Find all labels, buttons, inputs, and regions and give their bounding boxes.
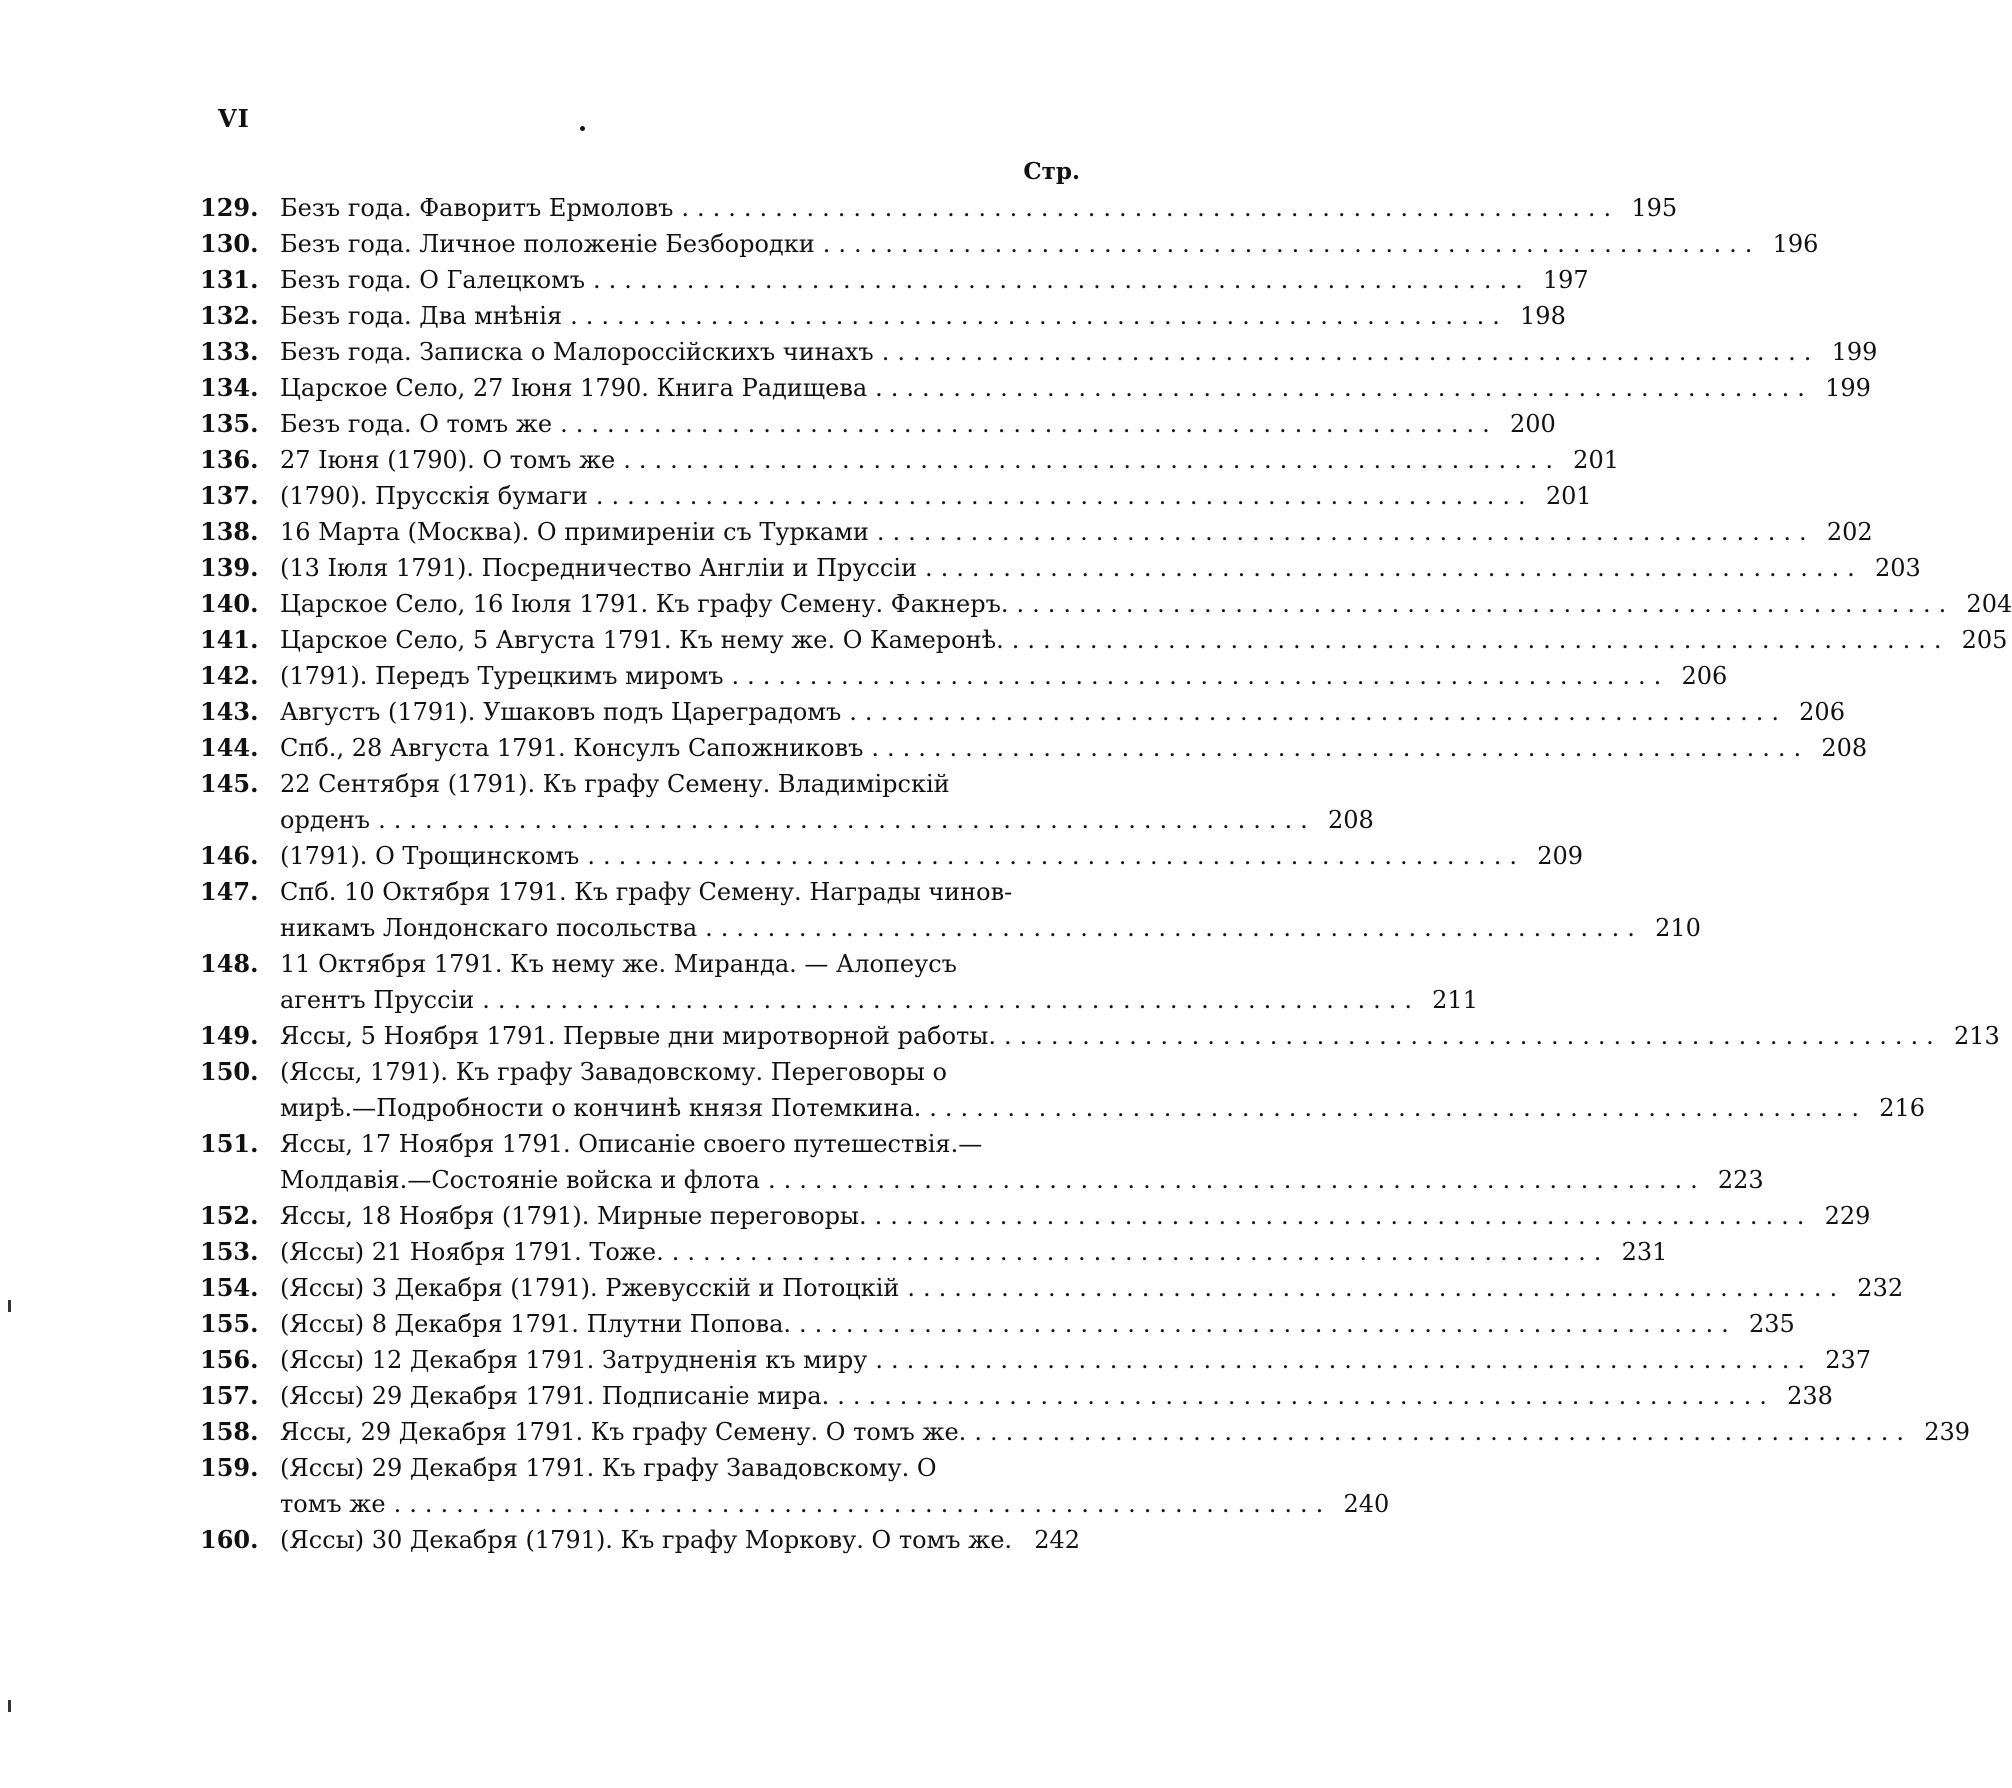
entry-line — [280, 658, 1728, 694]
entry-number: 144. — [200, 733, 259, 762]
entry-body — [280, 1522, 1080, 1558]
entry-title: 22 Сентября (1791). Къ графу Семену. Владимірскій — [280, 770, 950, 798]
dot-leader: ............................................................ — [925, 554, 1863, 582]
entry-page: 196 — [1772, 230, 1819, 258]
entry-number: 138. — [200, 517, 259, 546]
entry-line — [280, 1198, 1871, 1234]
entry-number: 130. — [200, 229, 259, 258]
dot-leader: ............................................................ — [705, 914, 1643, 942]
entry-body — [280, 1450, 1390, 1522]
dot-leader: ............................................................ — [482, 986, 1420, 1014]
entry-page: 195 — [1631, 194, 1678, 222]
entry-title: (Яссы) 8 Декабря 1791. Плутни Попова. — [280, 1310, 792, 1338]
entry-line — [280, 1270, 1904, 1306]
toc-entry — [200, 658, 1728, 694]
toc-entry — [200, 946, 1478, 1018]
entry-page: 204 — [1966, 590, 2012, 618]
dot-leader: ............................................................ — [570, 302, 1508, 330]
toc-entry — [200, 622, 2008, 658]
entry-line — [280, 370, 1871, 406]
entry-title: 16 Марта (Москва). О примиреніи съ Турками — [280, 518, 869, 546]
entry-page: 242 — [1034, 1526, 1080, 1554]
entry-number: 134. — [200, 373, 259, 402]
entry-number: 137. — [200, 481, 259, 510]
entry-title: Царское Село, 27 Іюня 1790. Книга Радищева — [280, 374, 868, 402]
toc-entry — [200, 478, 1592, 514]
entry-page: 200 — [1510, 410, 1556, 438]
entry-title: Безъ года. О томъ же — [280, 410, 553, 438]
entry-title: Яссы, 29 Декабря 1791. Къ графу Семену. О томъ же. — [280, 1418, 967, 1446]
entry-title: Царское Село, 5 Августа 1791. Къ нему же. О Камеронѣ. — [280, 626, 1004, 654]
dot-leader: ............................................................ — [681, 194, 1620, 222]
entry-title: (Яссы) 29 Декабря 1791. Подписаніе мира. — [280, 1382, 830, 1410]
dot-leader: ............................................................ — [560, 410, 1498, 438]
entry-body — [280, 478, 1592, 514]
entry-title: (Яссы) 12 Декабря 1791. Затрудненія къ миру — [280, 1346, 868, 1374]
entry-page: 197 — [1542, 266, 1589, 294]
entry-body — [280, 1414, 1971, 1450]
entry-body — [280, 1270, 1904, 1306]
entry-title: (Яссы) 29 Декабря 1791. Къ графу Завадовскому. О — [280, 1454, 937, 1482]
page-column-header: Стр. — [1023, 158, 1080, 185]
entry-body — [280, 1378, 1833, 1414]
entry-body — [280, 262, 1589, 298]
entry-line — [280, 622, 2008, 658]
entry-body — [280, 1018, 2000, 1054]
entry-body — [280, 298, 1566, 334]
entry-page: 205 — [1961, 626, 2008, 654]
entry-number: 136. — [200, 445, 259, 474]
entry-number: 143. — [200, 697, 259, 726]
entry-line — [280, 1342, 1872, 1378]
toc-entry — [200, 766, 1374, 838]
entry-page: 198 — [1520, 302, 1566, 330]
entry-line — [280, 298, 1566, 334]
entry-page: 232 — [1857, 1274, 1904, 1302]
entry-page: 208 — [1821, 734, 1868, 762]
entry-page: 231 — [1621, 1238, 1668, 1266]
entry-number: 129. — [200, 193, 259, 222]
entry-number: 147. — [200, 877, 259, 906]
entry-number: 157. — [200, 1381, 259, 1410]
entry-number: 146. — [200, 841, 259, 870]
entry-line — [280, 262, 1589, 298]
toc-entry — [200, 1414, 1971, 1450]
entry-title: (1790). Прусскія бумаги — [280, 482, 588, 510]
dot-leader — [1020, 1522, 1022, 1558]
entry-number: 139. — [200, 553, 259, 582]
entry-body — [280, 1306, 1795, 1342]
edge-mark — [8, 1300, 11, 1312]
entry-number: 140. — [200, 589, 259, 618]
dot-leader: ............................................................ — [623, 446, 1561, 474]
entry-title: Яссы, 17 Ноября 1791. Описаніе своего путешествія.— — [280, 1130, 983, 1158]
entry-number: 148. — [200, 949, 259, 978]
toc-entry — [200, 1126, 1764, 1198]
entry-page: 209 — [1537, 842, 1584, 870]
dot-leader: ............................................................ — [731, 662, 1670, 690]
toc-entry — [200, 1198, 1871, 1234]
entry-line — [280, 694, 1845, 730]
entry-line — [280, 550, 1921, 586]
entry-line — [280, 1306, 1795, 1342]
entry-number: 133. — [200, 337, 259, 366]
entry-line — [280, 1234, 1668, 1270]
entry-line — [280, 406, 1556, 442]
toc-entry — [200, 1306, 1795, 1342]
toc-entry — [200, 190, 1678, 226]
toc-entry — [200, 406, 1556, 442]
dot-leader: ............................................................ — [929, 1094, 1868, 1122]
toc-entry — [200, 298, 1566, 334]
entry-body — [280, 874, 1701, 946]
entry-title: Царское Село, 16 Іюля 1791. Къ графу Семену. Факнеръ. — [280, 590, 1009, 618]
entry-line — [280, 1414, 1971, 1450]
dot-leader: ............................................................ — [587, 842, 1526, 870]
entry-number: 160. — [200, 1525, 259, 1554]
entry-page: 235 — [1748, 1310, 1795, 1338]
edge-mark — [8, 1700, 11, 1712]
toc-entry — [200, 514, 1873, 550]
entry-title: Безъ года. Два мнѣнія — [280, 302, 563, 330]
entry-line — [280, 442, 1619, 478]
entry-title: мирѣ.—Подробности о кончинѣ князя Потемкина. — [280, 1094, 922, 1122]
entry-title: Спб., 28 Августа 1791. Консулъ Сапожниковъ — [280, 734, 864, 762]
entry-body — [280, 1342, 1872, 1378]
dot-leader: ............................................................ — [881, 338, 1820, 366]
toc-entry — [200, 1018, 2000, 1054]
dot-leader: ............................................................ — [595, 482, 1534, 510]
entry-title: томъ же — [280, 1490, 386, 1518]
entry-line — [280, 910, 1701, 946]
entry-body — [280, 694, 1845, 730]
entry-page: 213 — [1953, 1022, 2000, 1050]
entry-line — [280, 1450, 1080, 1486]
entry-line — [280, 1018, 2000, 1054]
entry-title: (Яссы) 21 Ноября 1791. Тоже. — [280, 1238, 664, 1266]
entry-line — [280, 1486, 1390, 1522]
entry-line — [280, 802, 1374, 838]
entry-line — [280, 1378, 1833, 1414]
entry-line — [280, 226, 1819, 262]
entry-number: 158. — [200, 1417, 259, 1446]
entry-page: 240 — [1343, 1490, 1390, 1518]
entry-title: Августъ (1791). Ушаковъ подъ Цареградомъ — [280, 698, 842, 726]
entry-page: 202 — [1826, 518, 1873, 546]
entry-line — [280, 190, 1678, 226]
dot-leader: ............................................................ — [875, 1346, 1814, 1374]
toc-entry — [200, 1270, 1904, 1306]
dot-leader: ............................................................ — [378, 806, 1316, 834]
dot-leader: ............................................................ — [837, 1382, 1775, 1410]
toc-entry — [200, 1378, 1833, 1414]
dot-leader: ............................................................ — [592, 266, 1531, 294]
entry-page: 201 — [1545, 482, 1592, 510]
toc-entry — [200, 334, 1878, 370]
toc-entry — [200, 838, 1584, 874]
entry-body — [280, 1234, 1668, 1270]
entry-body — [280, 190, 1678, 226]
entry-body — [280, 334, 1878, 370]
toc-entry — [200, 262, 1589, 298]
dot-leader: ............................................................ — [876, 518, 1815, 546]
entry-line — [280, 1522, 1080, 1558]
entry-page: 211 — [1432, 986, 1478, 1014]
entry-number: 132. — [200, 301, 259, 330]
entry-body — [280, 622, 2008, 658]
entry-body — [280, 406, 1556, 442]
entry-title: Яссы, 5 Ноября 1791. Первые дни миротворной работы. — [280, 1022, 997, 1050]
entry-page: 237 — [1825, 1346, 1872, 1374]
entry-title: (Яссы) 30 Декабря (1791). Къ графу Моркову. О томъ же. — [280, 1526, 1013, 1554]
entry-title: никамъ Лондонскаго посольства — [280, 914, 698, 942]
entry-number: 150. — [200, 1057, 259, 1086]
entry-body — [280, 766, 1374, 838]
toc-entry — [200, 1522, 1080, 1558]
entry-body — [280, 370, 1871, 406]
page-number: VI — [218, 104, 250, 133]
dot-leader: ............................................................ — [974, 1418, 1913, 1446]
dot-leader: ............................................................ — [1016, 590, 1955, 618]
toc-entry — [200, 550, 1921, 586]
entry-number: 159. — [200, 1453, 259, 1482]
entry-line — [280, 514, 1873, 550]
entry-line — [280, 1126, 1080, 1162]
entry-number: 131. — [200, 265, 259, 294]
entry-number: 155. — [200, 1309, 259, 1338]
toc-entry — [200, 226, 1819, 262]
entry-page: 208 — [1327, 806, 1374, 834]
dot-leader: ............................................................ — [671, 1238, 1610, 1266]
entry-number: 141. — [200, 625, 259, 654]
print-dot — [580, 126, 585, 131]
entry-page: 238 — [1787, 1382, 1833, 1410]
entry-title: Молдавія.—Состояніе войска и флота — [280, 1166, 760, 1194]
toc-entry — [200, 874, 1701, 946]
entry-body — [280, 442, 1619, 478]
entry-title: Безъ года. О Галецкомъ — [280, 266, 585, 294]
entry-title: (Яссы, 1791). Къ графу Завадовскому. Переговоры о — [280, 1058, 947, 1086]
dot-leader: ............................................................ — [822, 230, 1761, 258]
entry-title: Безъ года. Личное положеніе Безбородки — [280, 230, 815, 258]
entry-title: Безъ года. Фаворитъ Ермоловъ — [280, 194, 674, 222]
entry-line — [280, 838, 1584, 874]
entry-page: 201 — [1573, 446, 1619, 474]
dot-leader: ............................................................ — [799, 1310, 1737, 1338]
entry-body — [280, 946, 1478, 1018]
dot-leader: ............................................................ — [871, 734, 1810, 762]
entry-page: 210 — [1655, 914, 1701, 942]
entry-number: 145. — [200, 769, 259, 798]
entry-body — [280, 1198, 1871, 1234]
entry-body — [280, 730, 1868, 766]
entry-number: 151. — [200, 1129, 259, 1158]
toc-entry — [200, 1234, 1668, 1270]
entry-line — [280, 586, 2012, 622]
toc-entry — [200, 586, 2012, 622]
entry-number: 149. — [200, 1021, 259, 1050]
entry-page: 239 — [1924, 1418, 1971, 1446]
entry-number: 156. — [200, 1345, 259, 1374]
entry-body — [280, 586, 2012, 622]
entry-page: 199 — [1831, 338, 1878, 366]
entry-number: 142. — [200, 661, 259, 690]
dot-leader: ............................................................ — [393, 1490, 1332, 1518]
entry-line — [280, 1162, 1764, 1198]
entry-page: 203 — [1874, 554, 1921, 582]
toc-entry — [200, 370, 1871, 406]
entry-number: 154. — [200, 1273, 259, 1302]
entry-line — [280, 1090, 1926, 1126]
entry-page: 223 — [1717, 1166, 1764, 1194]
entry-title: Яссы, 18 Ноября (1791). Мирные переговоры. — [280, 1202, 867, 1230]
toc-entry — [200, 1450, 1390, 1522]
toc-entry — [200, 1342, 1872, 1378]
entry-line — [280, 478, 1592, 514]
dot-leader: ............................................................ — [849, 698, 1787, 726]
toc-entry — [200, 1054, 1926, 1126]
entry-title: Спб. 10 Октября 1791. Къ графу Семену. Награды чинов- — [280, 878, 1013, 906]
dot-leader: ............................................................ — [767, 1166, 1706, 1194]
entry-title: (1791). Передъ Турецкимъ миромъ — [280, 662, 724, 690]
dot-leader: ............................................................ — [907, 1274, 1846, 1302]
entry-page: 229 — [1824, 1202, 1871, 1230]
entry-page: 199 — [1825, 374, 1871, 402]
entry-page: 206 — [1681, 662, 1728, 690]
entry-title: (Яссы) 3 Декабря (1791). Ржевусскій и Потоцкій — [280, 1274, 900, 1302]
table-of-contents — [200, 190, 2012, 1558]
entry-line — [280, 766, 1080, 802]
entry-number: 153. — [200, 1237, 259, 1266]
dot-leader: ............................................................ — [1004, 1022, 1942, 1050]
entry-body — [280, 658, 1728, 694]
entry-line — [280, 874, 1080, 910]
dot-leader: ............................................................ — [1011, 626, 1950, 654]
entry-body — [280, 1054, 1926, 1126]
dot-leader: ............................................................ — [875, 374, 1813, 402]
entry-body — [280, 514, 1873, 550]
toc-entry — [200, 730, 1868, 766]
entry-title: (1791). О Трощинскомъ — [280, 842, 580, 870]
entry-body — [280, 550, 1921, 586]
entry-title: орденъ — [280, 806, 371, 834]
entry-number: 152. — [200, 1201, 259, 1230]
entry-title: агентъ Пруссіи — [280, 986, 475, 1014]
entry-page: 216 — [1879, 1094, 1926, 1122]
entry-line — [280, 1054, 1080, 1090]
entry-body — [280, 838, 1584, 874]
dot-leader: ............................................................ — [874, 1202, 1813, 1230]
toc-entry — [200, 442, 1619, 478]
entry-title: Безъ года. Записка о Малороссійскихъ чинахъ — [280, 338, 874, 366]
entry-line — [280, 982, 1478, 1018]
entry-line — [280, 334, 1878, 370]
entry-number: 135. — [200, 409, 259, 438]
entry-title: (13 Іюля 1791). Посредничество Англіи и Пруссіи — [280, 554, 918, 582]
entry-line — [280, 946, 1080, 982]
entry-line — [280, 730, 1868, 766]
entry-title: 27 Іюня (1790). О томъ же — [280, 446, 616, 474]
entry-title: 11 Октября 1791. Къ нему же. Миранда. — Алопеусъ — [280, 950, 957, 978]
entry-body — [280, 1126, 1764, 1198]
toc-entry — [200, 694, 1845, 730]
entry-page: 206 — [1799, 698, 1845, 726]
entry-body — [280, 226, 1819, 262]
